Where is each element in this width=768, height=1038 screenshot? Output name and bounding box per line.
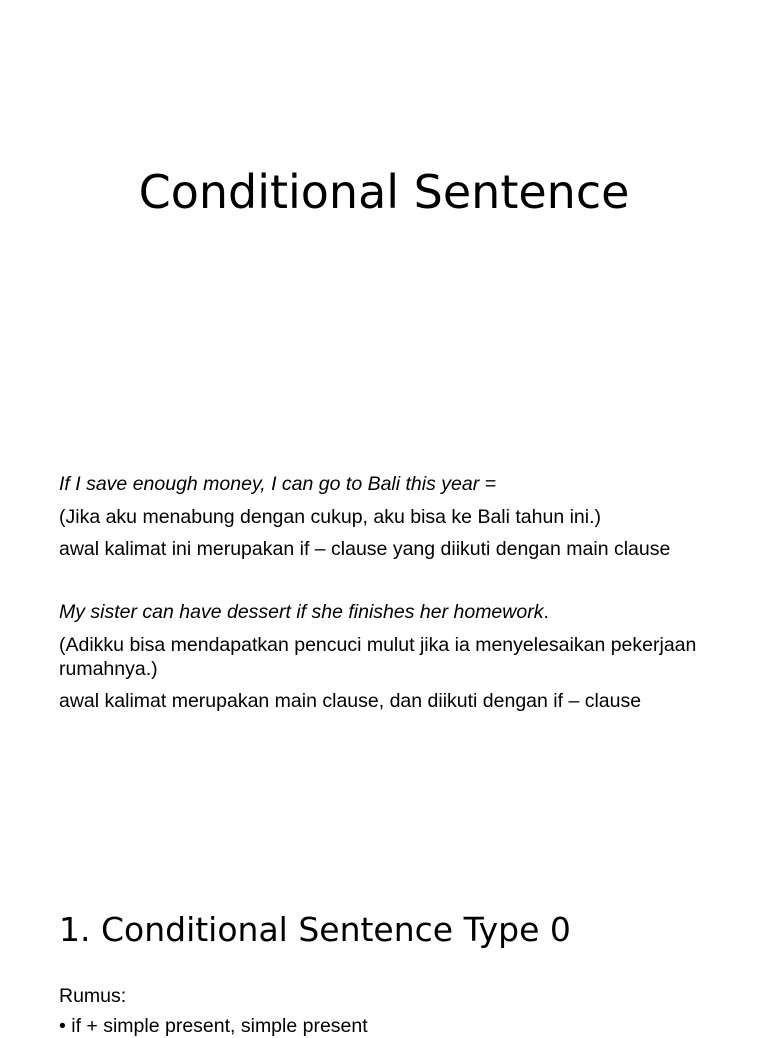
example-2-sentence-line <box>59 600 739 624</box>
page-title: Conditional Sentence <box>138 165 630 219</box>
rumus-line: • if + simple present, simple present <box>59 1015 368 1037</box>
example-2-sentence-end: . <box>543 601 549 623</box>
example-1-note: awal kalimat ini merupakan if – clause yang diikuti dengan main clause <box>59 538 671 560</box>
rumus-label: Rumus: <box>59 985 127 1007</box>
example-2-sentence: My sister can have dessert if she finishes her homework <box>59 601 544 623</box>
example-2-translation: (Adikku bisa mendapatkan pencuci mulut jika ia menyelesaikan pekerjaan rumahnya.) <box>59 634 697 680</box>
example-2-note: awal kalimat merupakan main clause, dan diikuti dengan if – clause <box>59 690 642 712</box>
example-1-sentence: If I save enough money, I can go to Bali this year = <box>59 473 497 495</box>
section-heading: 1. Conditional Sentence Type 0 <box>59 910 571 949</box>
example-1-translation: (Jika aku menabung dengan cukup, aku bisa ke Bali tahun ini.) <box>59 506 602 528</box>
